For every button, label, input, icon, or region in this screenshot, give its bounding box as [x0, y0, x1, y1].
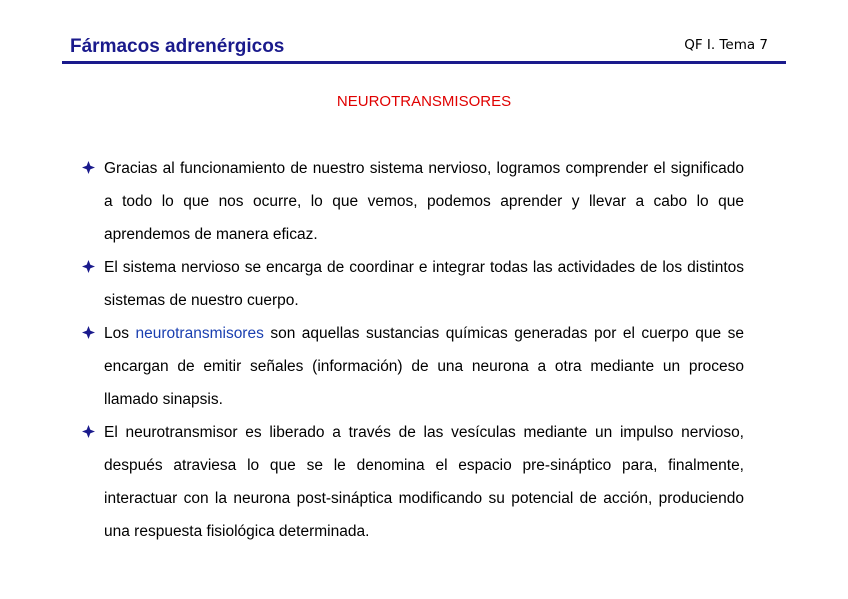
- bullet-text-after: son aquellas sustancias químicas generadas por el cuerpo que se encargan de emitir señales (información) de una neurona a otra mediante un proceso llamado sinapsis.: [104, 325, 744, 408]
- bullet-text-before: Los: [104, 325, 136, 342]
- bullet-text: El sistema nervioso se encarga de coordinar e integrar todas las actividades de los distintos sistemas de nuestro cuerpo.: [104, 259, 744, 309]
- bullet-text: Gracias al funcionamiento de nuestro sistema nervioso, logramos comprender el significado a todo lo que nos ocurre, lo que vemos, podemos aprender y llevar a cabo lo que aprendemos de manera eficaz.: [104, 160, 744, 243]
- diamond-bullet-icon: [82, 326, 95, 339]
- section-title: NEUROTRANSMISORES: [336, 93, 512, 110]
- bullet-item: [82, 152, 744, 251]
- bullet-item: [82, 251, 744, 317]
- diamond-bullet-icon: [82, 161, 95, 174]
- slide-title: Fármacos adrenérgicos: [70, 36, 285, 57]
- bullet-list: [82, 152, 744, 548]
- bullet-text: El neurotransmisor es liberado a través de las vesículas mediante un impulso nervioso, después atraviesa lo que se le denomina el espacio pre-sináptico para, finalmente, interactuar con la neurona post-sináptica modificando su potencial de acción, produciendo una respuesta fisiológica determinada.: [104, 424, 744, 540]
- bullet-item: [82, 416, 744, 548]
- highlighted-term: neurotransmisores: [135, 325, 264, 342]
- diamond-bullet-icon: [82, 425, 95, 438]
- bullet-item: [82, 317, 744, 416]
- diamond-bullet-icon: [82, 260, 95, 273]
- course-label: QF I. Tema 7: [684, 37, 768, 53]
- header-divider: [62, 61, 786, 64]
